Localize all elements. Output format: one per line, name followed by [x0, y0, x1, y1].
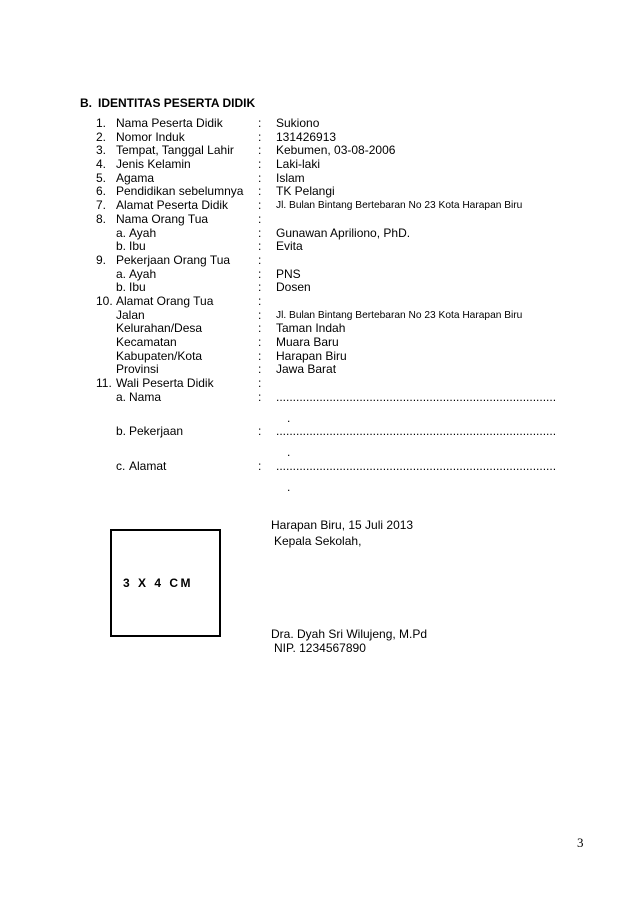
field-value: Evita	[276, 239, 303, 254]
colon: :	[258, 459, 262, 474]
row-number: 3.	[96, 143, 107, 158]
field-label: Tempat, Tanggal Lahir	[116, 143, 234, 158]
row-number-empty	[96, 363, 116, 377]
field-value: Gunawan Apriliono, PhD.	[276, 225, 411, 240]
field-label: Nomor Induk	[116, 129, 185, 144]
signatory-name: Dra. Dyah Sri Wilujeng, M.Pd	[271, 627, 428, 641]
row-number: 9.	[96, 252, 107, 267]
colon: :	[258, 280, 262, 295]
form-row-jalan	[96, 309, 566, 323]
blank-fill-line	[276, 460, 556, 495]
colon: :	[258, 252, 262, 267]
form-row-tempat-tanggal-lahir	[96, 144, 566, 158]
form-row-pekerjaan-orang-tua	[96, 254, 566, 268]
field-value: PNS	[276, 266, 301, 281]
row-number: 8.	[96, 211, 107, 226]
colon: :	[258, 225, 262, 240]
field-value: Jl. Bulan Bintang Bertebaran No 23 Kota Harapan Biru	[276, 309, 523, 321]
field-value: Kebumen, 03-08-2006	[276, 143, 396, 158]
section-title: IDENTITAS PESERTA DIDIK	[98, 96, 256, 110]
colon: :	[258, 389, 262, 404]
field-label: Agama	[116, 170, 155, 185]
blank-fill-line	[276, 391, 556, 426]
row-number: 5.	[96, 170, 107, 185]
field-label: Pekerjaan Orang Tua	[116, 252, 231, 267]
colon: :	[258, 198, 262, 213]
row-letter: b.	[116, 424, 127, 439]
field-value: Islam	[276, 170, 305, 185]
field-value: Taman Indah	[276, 321, 346, 336]
row-number: 4.	[96, 157, 107, 172]
field-value: Jl. Bulan Bintang Bertebaran No 23 Kota Harapan Biru	[276, 200, 523, 212]
form-row-kabupaten-kota	[96, 350, 566, 364]
field-label: Ibu	[129, 280, 146, 295]
field-value: 131426913	[276, 129, 337, 144]
colon: :	[258, 143, 262, 158]
field-label: Alamat Peserta Didik	[116, 198, 229, 213]
colon: :	[258, 321, 262, 336]
form-row-nama-orang-tua	[96, 213, 566, 227]
signature-place-date: Harapan Biru, 15 Juli 2013	[271, 518, 414, 532]
form-row-pendidikan-sebelumnya	[96, 185, 566, 199]
dotted-line: ....................................................................................	[276, 389, 557, 404]
field-value: Muara Baru	[276, 335, 339, 349]
form-row-wali-nama	[96, 391, 566, 426]
field-value: TK Pelangi	[276, 184, 335, 199]
colon: :	[258, 293, 262, 308]
form-row-nama-ayah	[96, 227, 566, 241]
form-row-agama	[96, 172, 566, 186]
form-row-nama-ibu	[96, 240, 566, 254]
field-value: Dosen	[276, 280, 311, 295]
field-label: Alamat Orang Tua	[116, 293, 214, 308]
field-value: Harapan Biru	[276, 348, 347, 363]
dotted-line: ....................................................................................	[276, 459, 557, 474]
field-label: Jalan	[116, 307, 145, 322]
form-row-alamat-orang-tua	[96, 295, 566, 309]
colon: :	[258, 376, 262, 391]
field-label: Ayah	[129, 266, 157, 281]
field-label: Provinsi	[116, 362, 159, 377]
field-label: Ibu	[129, 239, 146, 254]
row-letter: b.	[116, 280, 127, 295]
signatory-nip: NIP. 1234567890	[274, 641, 366, 655]
field-label: Nama Peserta Didik	[116, 116, 223, 130]
form-row-pekerjaan-ibu	[96, 281, 566, 295]
colon: :	[258, 184, 262, 199]
signature-title: Kepala Sekolah,	[274, 534, 362, 548]
form-row-jenis-kelamin	[96, 158, 566, 172]
field-value: Jawa Barat	[276, 362, 337, 377]
row-letter: a.	[116, 266, 127, 281]
row-letter: b.	[116, 239, 127, 254]
row-letter: c.	[116, 459, 126, 474]
section-letter: B.	[80, 96, 92, 110]
form-row-kecamatan	[96, 336, 566, 350]
field-label: Nama Orang Tua	[116, 211, 209, 226]
field-label: Pekerjaan	[129, 424, 184, 439]
colon: :	[258, 157, 262, 172]
photo-placeholder-box	[110, 529, 221, 637]
field-value: Sukiono	[276, 116, 320, 130]
form-row-kelurahan-desa	[96, 322, 566, 336]
field-label: Ayah	[129, 225, 157, 240]
row-letter: a.	[116, 225, 127, 240]
dotted-line: ....................................................................................	[276, 424, 557, 439]
blank-fill-line	[276, 425, 556, 460]
form-row-pekerjaan-ayah	[96, 268, 566, 282]
colon: :	[258, 424, 262, 439]
field-label: Alamat	[129, 459, 167, 474]
colon: :	[258, 266, 262, 281]
row-number-empty	[96, 336, 116, 350]
row-number: 7.	[96, 198, 107, 213]
section-heading	[80, 96, 255, 110]
field-label: Wali Peserta Didik	[116, 376, 214, 391]
dotted-line-continuation: .	[287, 480, 291, 495]
field-label: Pendidikan sebelumnya	[116, 184, 244, 199]
row-number: 2.	[96, 129, 107, 144]
form-row-provinsi	[96, 363, 566, 377]
row-number: 1.	[96, 116, 107, 130]
colon: :	[258, 129, 262, 144]
colon: :	[258, 307, 262, 322]
dotted-line-continuation: .	[287, 445, 291, 460]
form-row-wali-peserta	[96, 377, 566, 391]
row-number: 6.	[96, 184, 107, 199]
colon: :	[258, 348, 262, 363]
colon: :	[258, 170, 262, 185]
form-row-nama-peserta	[96, 117, 566, 131]
photo-size-label: 3 X 4 CM	[123, 576, 194, 590]
row-number: 10.	[96, 293, 113, 308]
field-value: Laki-laki	[276, 157, 321, 172]
page-number: 3	[577, 835, 584, 850]
row-number-empty	[96, 309, 116, 323]
row-number: 11.	[96, 376, 112, 391]
field-label: Kelurahan/Desa	[116, 321, 203, 336]
form-row-alamat-peserta	[96, 199, 566, 213]
field-label: Jenis Kelamin	[116, 157, 191, 172]
form-row-nomor-induk	[96, 131, 566, 145]
row-number-empty	[96, 350, 116, 364]
form-row-wali-alamat	[96, 460, 566, 495]
form-row-wali-pekerjaan	[96, 425, 566, 460]
field-label: Nama	[129, 389, 162, 404]
colon: :	[258, 335, 262, 349]
field-label: Kecamatan	[116, 335, 177, 349]
colon: :	[258, 362, 262, 377]
field-label: Kabupaten/Kota	[116, 348, 203, 363]
identity-form	[96, 117, 566, 495]
dotted-line-continuation: .	[287, 410, 291, 425]
row-letter: a.	[116, 389, 127, 404]
colon: :	[258, 239, 262, 254]
row-number-empty	[96, 322, 116, 336]
colon: :	[258, 211, 262, 226]
colon: :	[258, 116, 262, 130]
